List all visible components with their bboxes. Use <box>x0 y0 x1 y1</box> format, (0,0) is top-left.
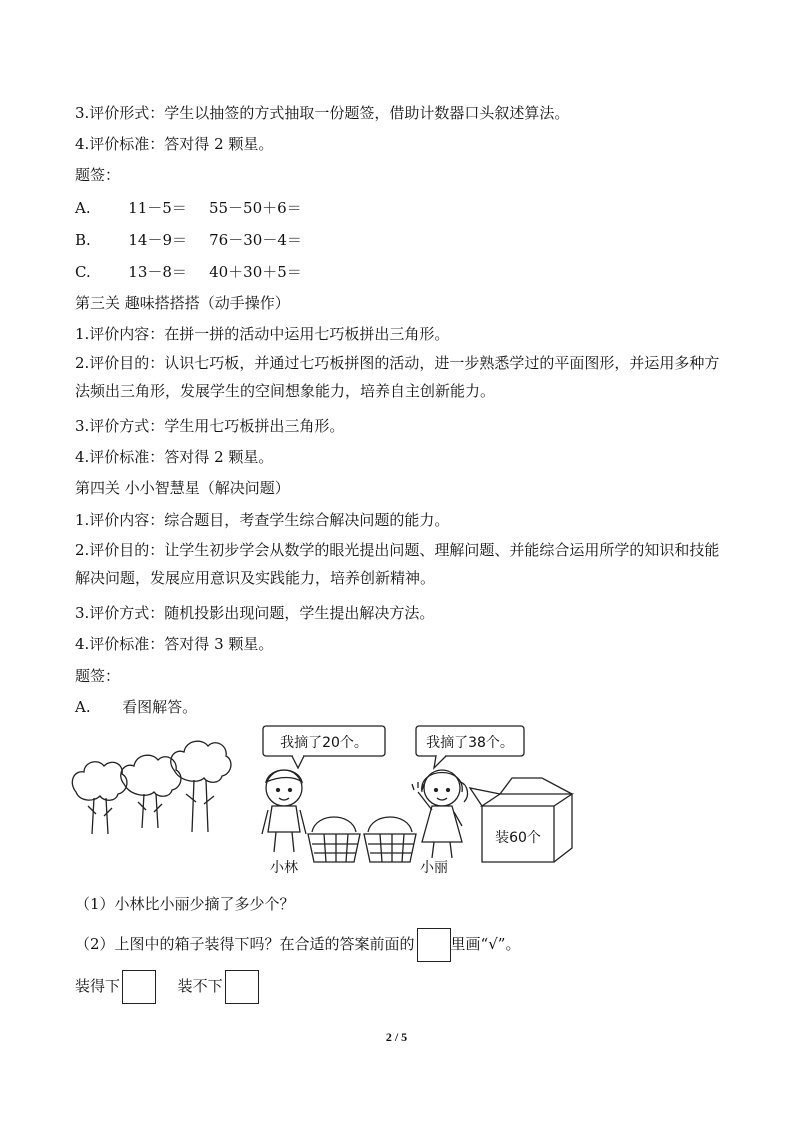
girl-figure-icon <box>412 770 467 858</box>
expression: 13－8＝ <box>128 263 187 281</box>
text-line: 1.评价内容：综合题目，考查学生综合解决问题的能力。 <box>75 511 450 529</box>
question-1: （1）小林比小丽少摘了多少个？ <box>75 895 295 913</box>
text-line: 4.评价标准：答对得 2 颗星。 <box>75 448 274 466</box>
tree-icon <box>72 762 127 834</box>
speech-bubble <box>263 726 385 768</box>
text-paragraph: 2.评价目的：让学生初步学会从数学的眼光提出问题、理解问题、并能综合运用所学的知识和技能解决问题，发展应用意识及实践能力，培养创新精神。 <box>75 541 720 587</box>
word-problem-illustration <box>66 722 586 888</box>
text-line: 3.评价方式：学生用七巧板拼出三角形。 <box>75 417 345 435</box>
text-line: 3.评价形式：学生以抽签的方式抽取一份题签，借助计数器口头叙述算法。 <box>75 104 570 122</box>
expression: 14－9＝ <box>128 231 187 249</box>
question-2-text-end: 里画“√”。 <box>450 935 521 953</box>
basket-icon <box>308 817 360 862</box>
text-line: 4.评价标准：答对得 2 颗星。 <box>75 135 274 153</box>
ticket-a-heading <box>75 697 197 717</box>
ticket-c <box>75 262 302 282</box>
question-2-text: （2）上图中的箱子装得下吗？在合适的答案前面的 <box>75 935 415 953</box>
option-letter: A. <box>75 698 91 716</box>
name-label-xiaolin: 小林 <box>270 860 298 876</box>
page-number: 2 / 5 <box>385 1030 408 1044</box>
option-fits-checkbox[interactable] <box>122 970 156 1004</box>
ticket-a <box>75 198 302 218</box>
option-letter: C. <box>75 263 91 281</box>
option-fits-label: 装得下 <box>75 977 121 995</box>
tree-icon <box>171 741 231 832</box>
option-not-fit-checkbox[interactable] <box>225 970 259 1004</box>
expression: 55－50＋6＝ <box>208 199 302 217</box>
text-line: 题签： <box>75 166 121 184</box>
answer-box-sample <box>417 928 451 962</box>
question-2 <box>75 928 520 962</box>
section-heading: 第三关 趣味搭搭搭（动手操作） <box>75 294 290 312</box>
box-icon <box>470 778 572 862</box>
speech-bubble <box>416 726 524 768</box>
answer-options <box>75 970 259 1004</box>
text-line: 题签： <box>75 667 121 685</box>
expression: 76－30－4＝ <box>209 231 302 249</box>
section-heading: 第四关 小小智慧星（解决问题） <box>75 479 290 497</box>
expression: 40＋30＋5＝ <box>209 263 302 281</box>
option-letter: B. <box>75 231 91 249</box>
text-paragraph: 2.评价目的：认识七巧板，并通过七巧板拼图的活动，进一步熟悉学过的平面图形，并运用多种方法频出三角形，发展学生的空间想象能力，培养自主创新能力。 <box>75 354 720 400</box>
text-line: 4.评价标准：答对得 3 颗星。 <box>75 635 274 653</box>
instruction: 看图解答。 <box>122 698 198 716</box>
text-line: 1.评价内容：在拼一拼的活动中运用七巧板拼出三角形。 <box>75 325 450 343</box>
name-label-xiaoli: 小丽 <box>420 860 448 876</box>
bubble-text-right: 我摘了38个。 <box>426 735 514 751</box>
option-letter: A. <box>75 199 91 217</box>
text-line: 3.评价方式：随机投影出现问题，学生提出解决方法。 <box>75 604 435 622</box>
option-not-fit-label: 装不下 <box>177 977 223 995</box>
boy-figure-icon <box>262 770 306 852</box>
ticket-b <box>75 230 302 250</box>
bubble-text-left: 我摘了20个。 <box>280 735 368 751</box>
basket-icon <box>364 817 416 862</box>
box-capacity-label: 装60个 <box>495 830 541 846</box>
expression: 11－5＝ <box>128 199 187 217</box>
